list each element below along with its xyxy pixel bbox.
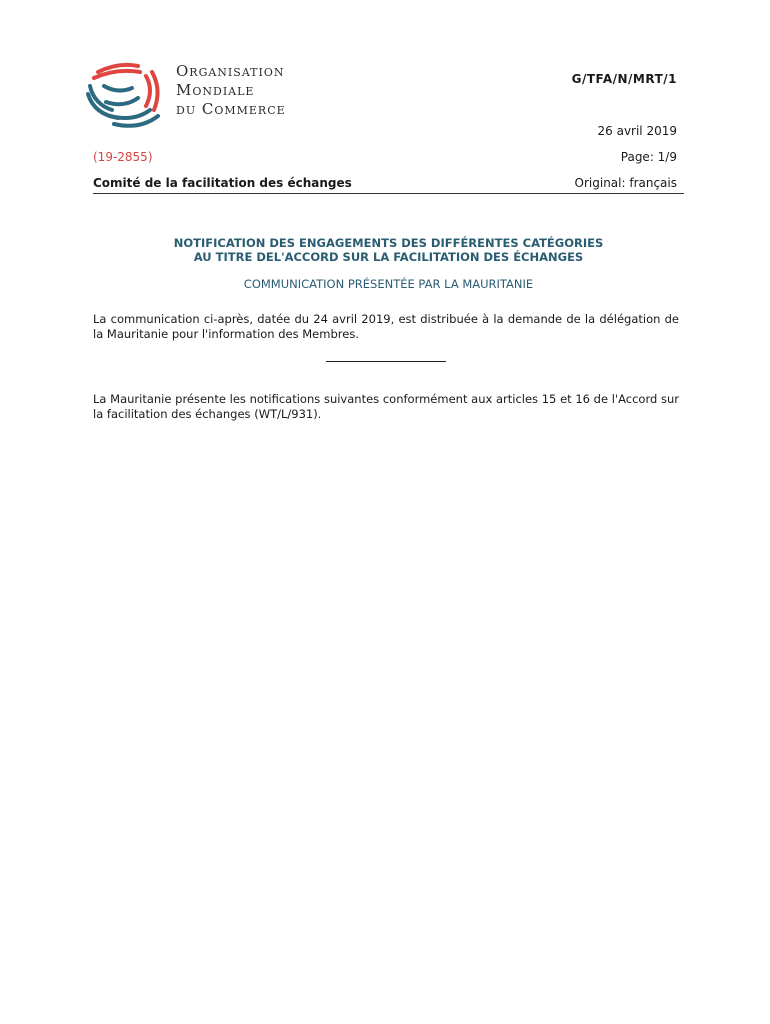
document-title xyxy=(93,236,684,264)
section-divider xyxy=(326,361,446,362)
document-date: 26 avril 2019 xyxy=(597,124,677,138)
committee-name: Comité de la facilitation des échanges xyxy=(93,176,352,190)
notification-paragraph: La Mauritanie présente les notifications suivantes conformément aux articles 15 et 16 de l'Accord sur la facilitation des échanges (WT/L/931). xyxy=(93,392,679,421)
title-line-2: AU TITRE DEL'ACCORD SUR LA FACILITATION DES ÉCHANGES xyxy=(193,250,584,264)
page-number: Page: 1/9 xyxy=(620,150,677,164)
org-name-line-3: du Commerce xyxy=(176,100,286,118)
header-divider xyxy=(93,193,684,194)
job-number: (19-2855) xyxy=(93,150,153,164)
wto-logo-icon xyxy=(84,58,166,130)
intro-paragraph: La communication ci-après, datée du 24 avril 2019, est distribuée à la demande de la délégation de la Mauritanie pour l'information des Membres. xyxy=(93,312,679,341)
org-name-line-2: Mondiale xyxy=(176,81,255,99)
org-name-line-1: Organisation xyxy=(176,62,285,80)
original-language: Original: français xyxy=(574,176,677,190)
title-line-1: NOTIFICATION DES ENGAGEMENTS DES DIFFÉRENTES CATÉGORIES xyxy=(173,236,604,250)
document-subtitle: COMMUNICATION PRÉSENTÉE PAR LA MAURITANIE xyxy=(243,277,534,291)
organisation-name xyxy=(176,62,286,119)
document-symbol: G/TFA/N/MRT/1 xyxy=(571,72,677,86)
